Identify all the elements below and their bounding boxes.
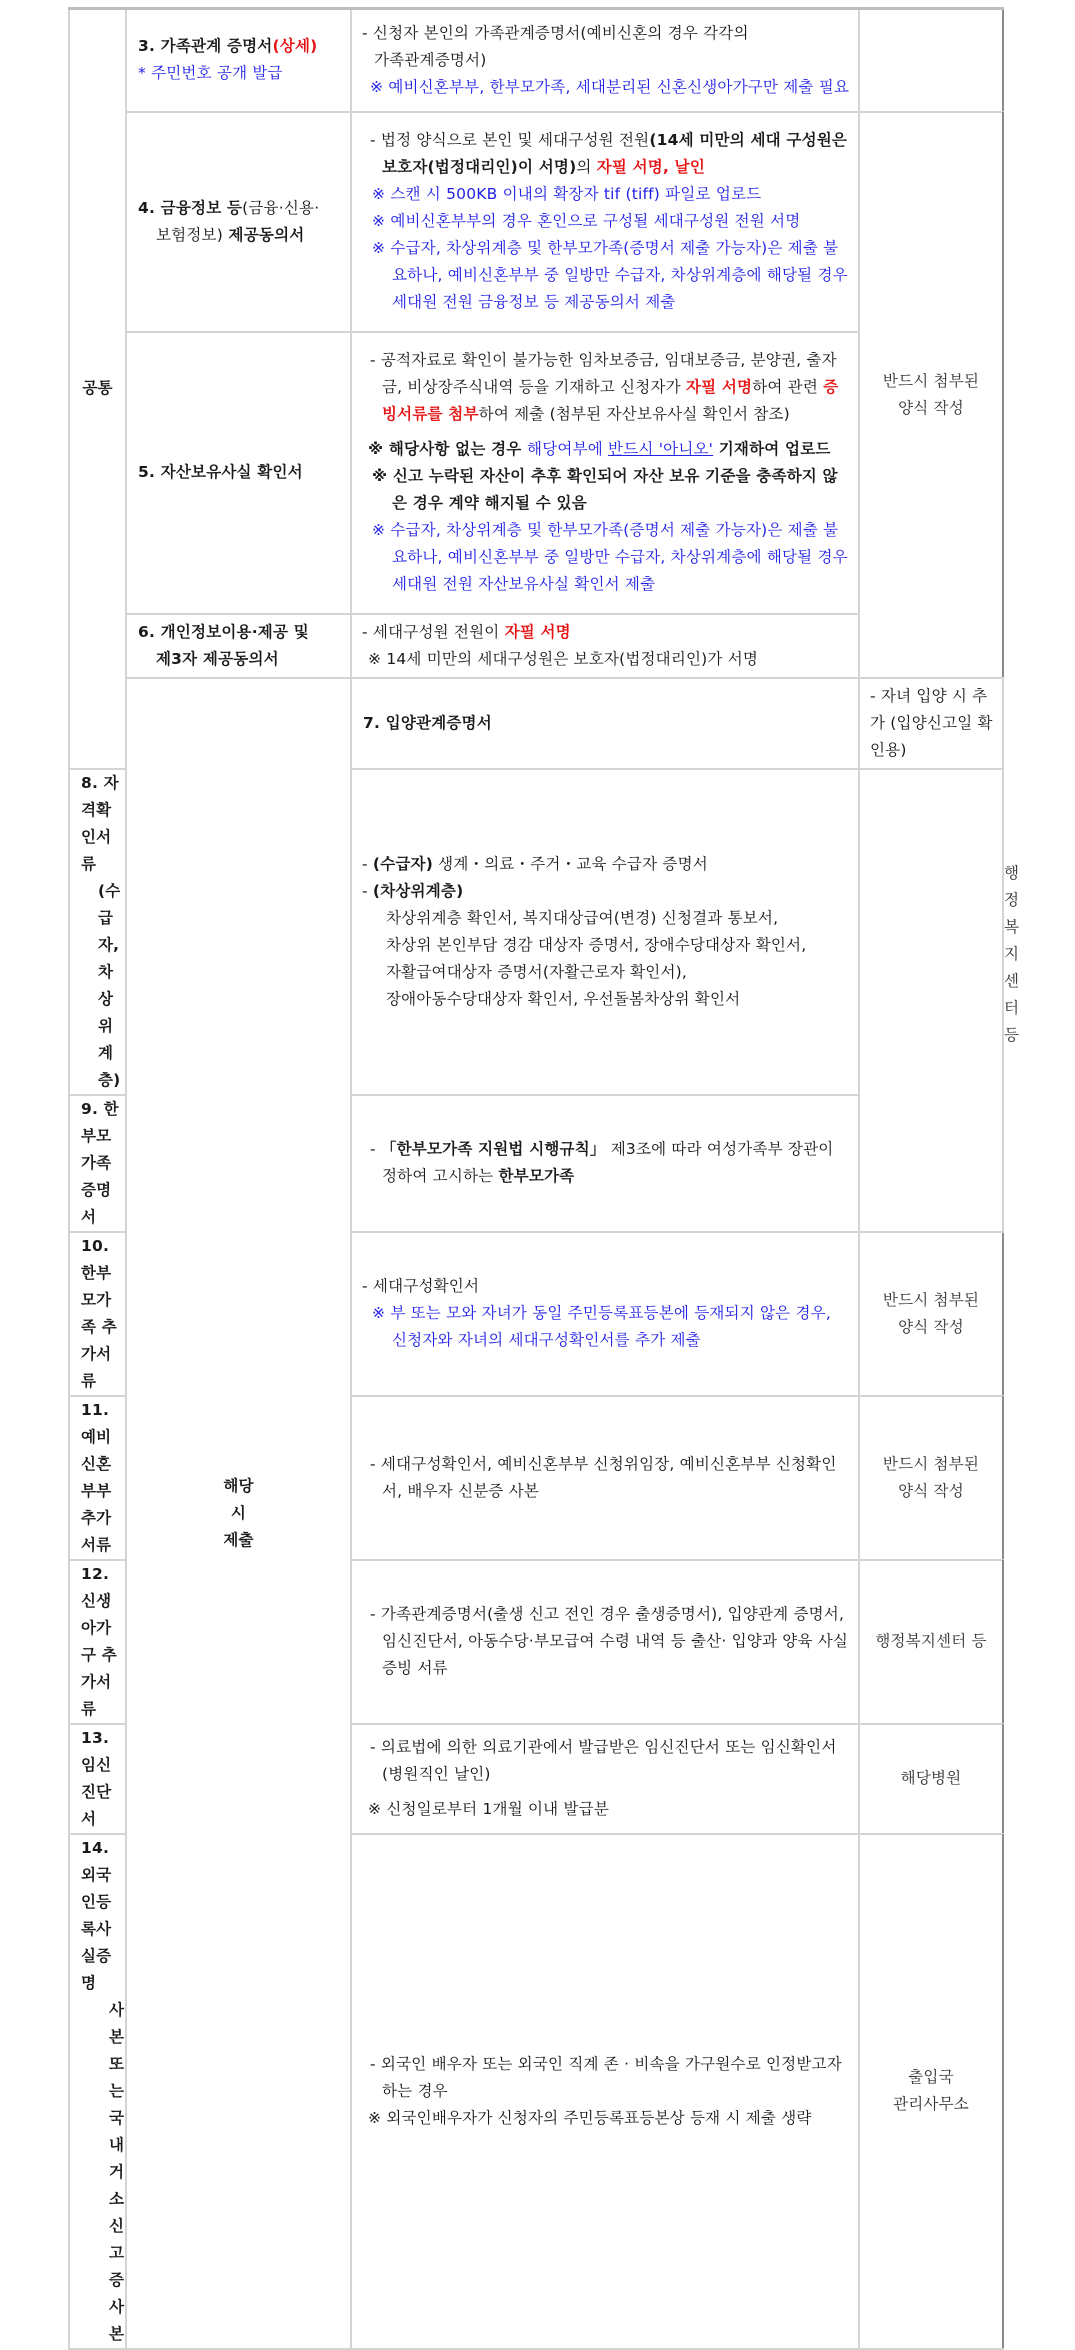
submission-note [859, 1232, 1003, 1396]
doc-name: 5. 자산보유사실 확인서 [138, 463, 303, 481]
category-label: 시 [230, 1503, 247, 1522]
doc-name: 12. 신생아가구 추가서류 [81, 1564, 117, 1718]
doc-name: 9. 한부모가족 증명서 [81, 1099, 119, 1226]
doc-name-cell [69, 1232, 126, 1396]
submission-note [859, 9, 1003, 112]
detail-tag: (상세) [272, 37, 318, 56]
desc-para: - 외국인 배우자 또는 외국인 직계 존 · 비속을 가구원수로 인정받고자 하는 경우 [370, 2054, 842, 2100]
doc-name-cell [69, 1834, 126, 2349]
requirements-document [68, 7, 1020, 2350]
desc-para: - 의료법에 의한 의료기관에서 발급받은 임신진단서 또는 임신확인서 (병원직인 날인) [370, 1738, 837, 1783]
doc-description [351, 9, 859, 112]
desc-note: ※ 신고 누락된 자산이 추후 확인되어 자산 보유 기준을 충족하지 않은 경우 계약 해지될 수 있음 [372, 467, 838, 512]
note-line: 양식 작성 [898, 398, 964, 417]
note-line: 행정복지센터 등 [875, 1632, 987, 1650]
category-label: 제출 [223, 1530, 254, 1549]
desc-item: 차상위계층 확인서, 복지대상급여(변경) 신청결과 통보서, [386, 908, 779, 927]
desc-para: - 공적자료로 확인이 불가능한 임차보증금, 임대보증금, 분양권, 출자금, 비상장주식내역 등을 기재하고 신청자가 자필 서명하여 관련 증빙서류를 첨부하여 제출 (첨부된 자산보유사실 확인서 참조) [370, 351, 839, 423]
note-line: 반드시 첨부된 [882, 1290, 980, 1309]
doc-name-cell [126, 332, 351, 614]
desc-item: 장애아동수당대상자 확인서, 우선돌봄차상위 확인서 [386, 989, 741, 1008]
desc-para: - 가족관계증명서(출생 신고 전인 경우 출생증명서), 입양관계 증명서, 임신진단서, 아동수당·부모급여 수령 내역 등 출산· 입양과 양육 사실 증빙 서류 [370, 1605, 849, 1677]
desc-note: ※ 예비신혼부부의 경우 혼인으로 구성될 세대구성원 전원 서명 [372, 212, 801, 230]
doc-name: 13. 임신진단서 [81, 1728, 112, 1828]
desc-line: 가족관계증명서) [374, 50, 487, 69]
desc-para: - 「한부모가족 지원법 시행규칙」 제3조에 따라 여성가족부 장관이 정하여 고시하는 한부모가족 [370, 1140, 834, 1185]
category-label: 해당 [223, 1476, 254, 1495]
doc-name: 6. 개인정보이용·제공 및 [138, 622, 309, 641]
doc-description [351, 614, 859, 678]
doc-description [351, 769, 859, 1095]
submission-note [859, 1560, 1003, 1724]
desc-item: 자활급여대상자 증명서(자활근로자 확인서), [386, 962, 687, 981]
desc-line: - 자녀 입양 시 추가 (입양신고일 확인용) [870, 686, 993, 759]
doc-name-cell [69, 769, 126, 1095]
doc-name-cell [126, 9, 351, 112]
doc-subnote: * 주민번호 공개 발급 [138, 64, 283, 83]
submission-note [859, 1396, 1003, 1560]
doc-name: 4. 금융정보 등(금융·신용· [138, 198, 320, 217]
category-label: 공통 [82, 379, 113, 398]
doc-name-cont: (수급자, 차상위계층) [98, 881, 121, 1089]
required-documents-table [68, 7, 1020, 2350]
doc-description [351, 1724, 859, 1834]
desc-para: - 세대구성원 전원이 자필 서명 [362, 622, 571, 641]
doc-name-cell [69, 1724, 126, 1834]
doc-description [351, 1232, 859, 1396]
desc-note: ※ 부 또는 모와 자녀가 동일 주민등록표등본에 등재되지 않은 경우, 신청자와 자녀의 세대구성확인서를 추가 제출 [372, 1304, 831, 1349]
doc-description [351, 1396, 859, 1560]
table-row [69, 9, 1003, 112]
doc-name-cell [69, 1095, 126, 1232]
desc-para: - 법정 양식으로 본인 및 세대구성원 전원(14세 미만의 세대 구성원은 보호자(법정대리인)이 서명)의 자필 서명, 날인 [370, 131, 848, 176]
note-line: 양식 작성 [898, 1317, 964, 1336]
desc-line: - 신청자 본인의 가족관계증명서(예비신혼의 경우 각각의 [362, 23, 749, 42]
doc-name-cell [69, 1396, 126, 1560]
desc-note: ※ 예비신혼부부, 한부모가족, 세대분리된 신혼신생아가구만 제출 필요 [370, 77, 850, 96]
desc-note: ※ 14세 미만의 세대구성원은 보호자(법정대리인)가 서명 [368, 649, 759, 668]
doc-name-cell [351, 678, 859, 769]
doc-description [351, 1095, 859, 1232]
note-line: 관리사무소 [893, 2095, 969, 2113]
doc-name-cell [126, 112, 351, 332]
desc-line: - (차상위계층) [362, 881, 464, 900]
note-line: 출입국 [908, 2068, 954, 2086]
doc-name-cont: 사본 또는 국내 [109, 2000, 125, 2154]
doc-name: 7. 입양관계증명서 [363, 713, 492, 732]
table-row [69, 112, 1003, 332]
submission-note [859, 1724, 1003, 1834]
doc-name: 8. 자격확인서류 [81, 773, 119, 873]
desc-line: - (수급자) 생계・의료・주거・교육 수급자 증명서 [362, 854, 708, 873]
doc-description [351, 1560, 859, 1724]
category-common [69, 9, 126, 769]
doc-name: 3. 가족관계 증명서(상세) [138, 37, 318, 56]
doc-name-cell [126, 614, 351, 678]
table-row [69, 678, 1003, 769]
category-conditional [126, 678, 351, 2349]
note-line: 행정복지센터 등 [1004, 864, 1020, 1044]
note-line: 양식 작성 [898, 1481, 964, 1500]
doc-name-cell [69, 1560, 126, 1724]
doc-name: 11. 예비신혼부부 추가서류 [81, 1400, 112, 1554]
doc-name-cont: 거소신고증 사본 [109, 2162, 125, 2343]
submission-note [859, 1834, 1003, 2349]
doc-name: 10. 한부모가족 추가서류 [81, 1236, 117, 1390]
submission-note [859, 112, 1003, 678]
desc-item: 차상위 본인부담 경감 대상자 증명서, 장애수당대상자 확인서, [386, 935, 807, 954]
doc-description [351, 332, 859, 614]
note-line: 해당병원 [900, 1769, 962, 1787]
note-line: 반드시 첨부된 [882, 1454, 980, 1473]
doc-description [351, 1834, 859, 2349]
desc-note: ※ 신청일로부터 1개월 이내 발급분 [368, 1800, 610, 1818]
desc-note: ※ 해당사항 없는 경우 해당여부에 반드시 '아니오' 기재하여 업로드 [368, 440, 831, 458]
note-line: 반드시 첨부된 [882, 371, 980, 390]
desc-note: ※ 스캔 시 500KB 이내의 확장자 tif (tiff) 파일로 업로드 [372, 185, 762, 203]
desc-para: - 세대구성확인서, 예비신혼부부 신청위임장, 예비신혼부부 신청확인서, 배우자 신분증 사본 [370, 1454, 837, 1500]
desc-note: ※ 수급자, 차상위계층 및 한부모가족(증명서 제출 가능자)은 제출 불요하나, 예비신혼부부 중 일방만 수급자, 차상위계층에 해당될 경우 세대원 전원 자산보유사실 확인서 제출 [372, 521, 848, 593]
answer-no-hint: 반드시 '아니오' [608, 440, 714, 458]
desc-note: ※ 외국인배우자가 신청자의 주민등록표등본상 등재 시 제출 생략 [368, 2108, 812, 2127]
doc-description [351, 112, 859, 332]
desc-note: ※ 수급자, 차상위계층 및 한부모가족(증명서 제출 가능자)은 제출 불요하나, 예비신혼부부 중 일방만 수급자, 차상위계층에 해당될 경우 세대원 전원 금융정보 등 제공동의서 제출 [372, 239, 848, 311]
doc-name: 14. 외국인등록사실증명 [81, 1838, 112, 1992]
doc-name-cont: 제3자 제공동의서 [156, 649, 279, 668]
desc-line: - 세대구성확인서 [362, 1277, 480, 1295]
doc-description [859, 678, 1003, 769]
doc-name-cont: 보험정보) 제공동의서 [156, 225, 305, 244]
